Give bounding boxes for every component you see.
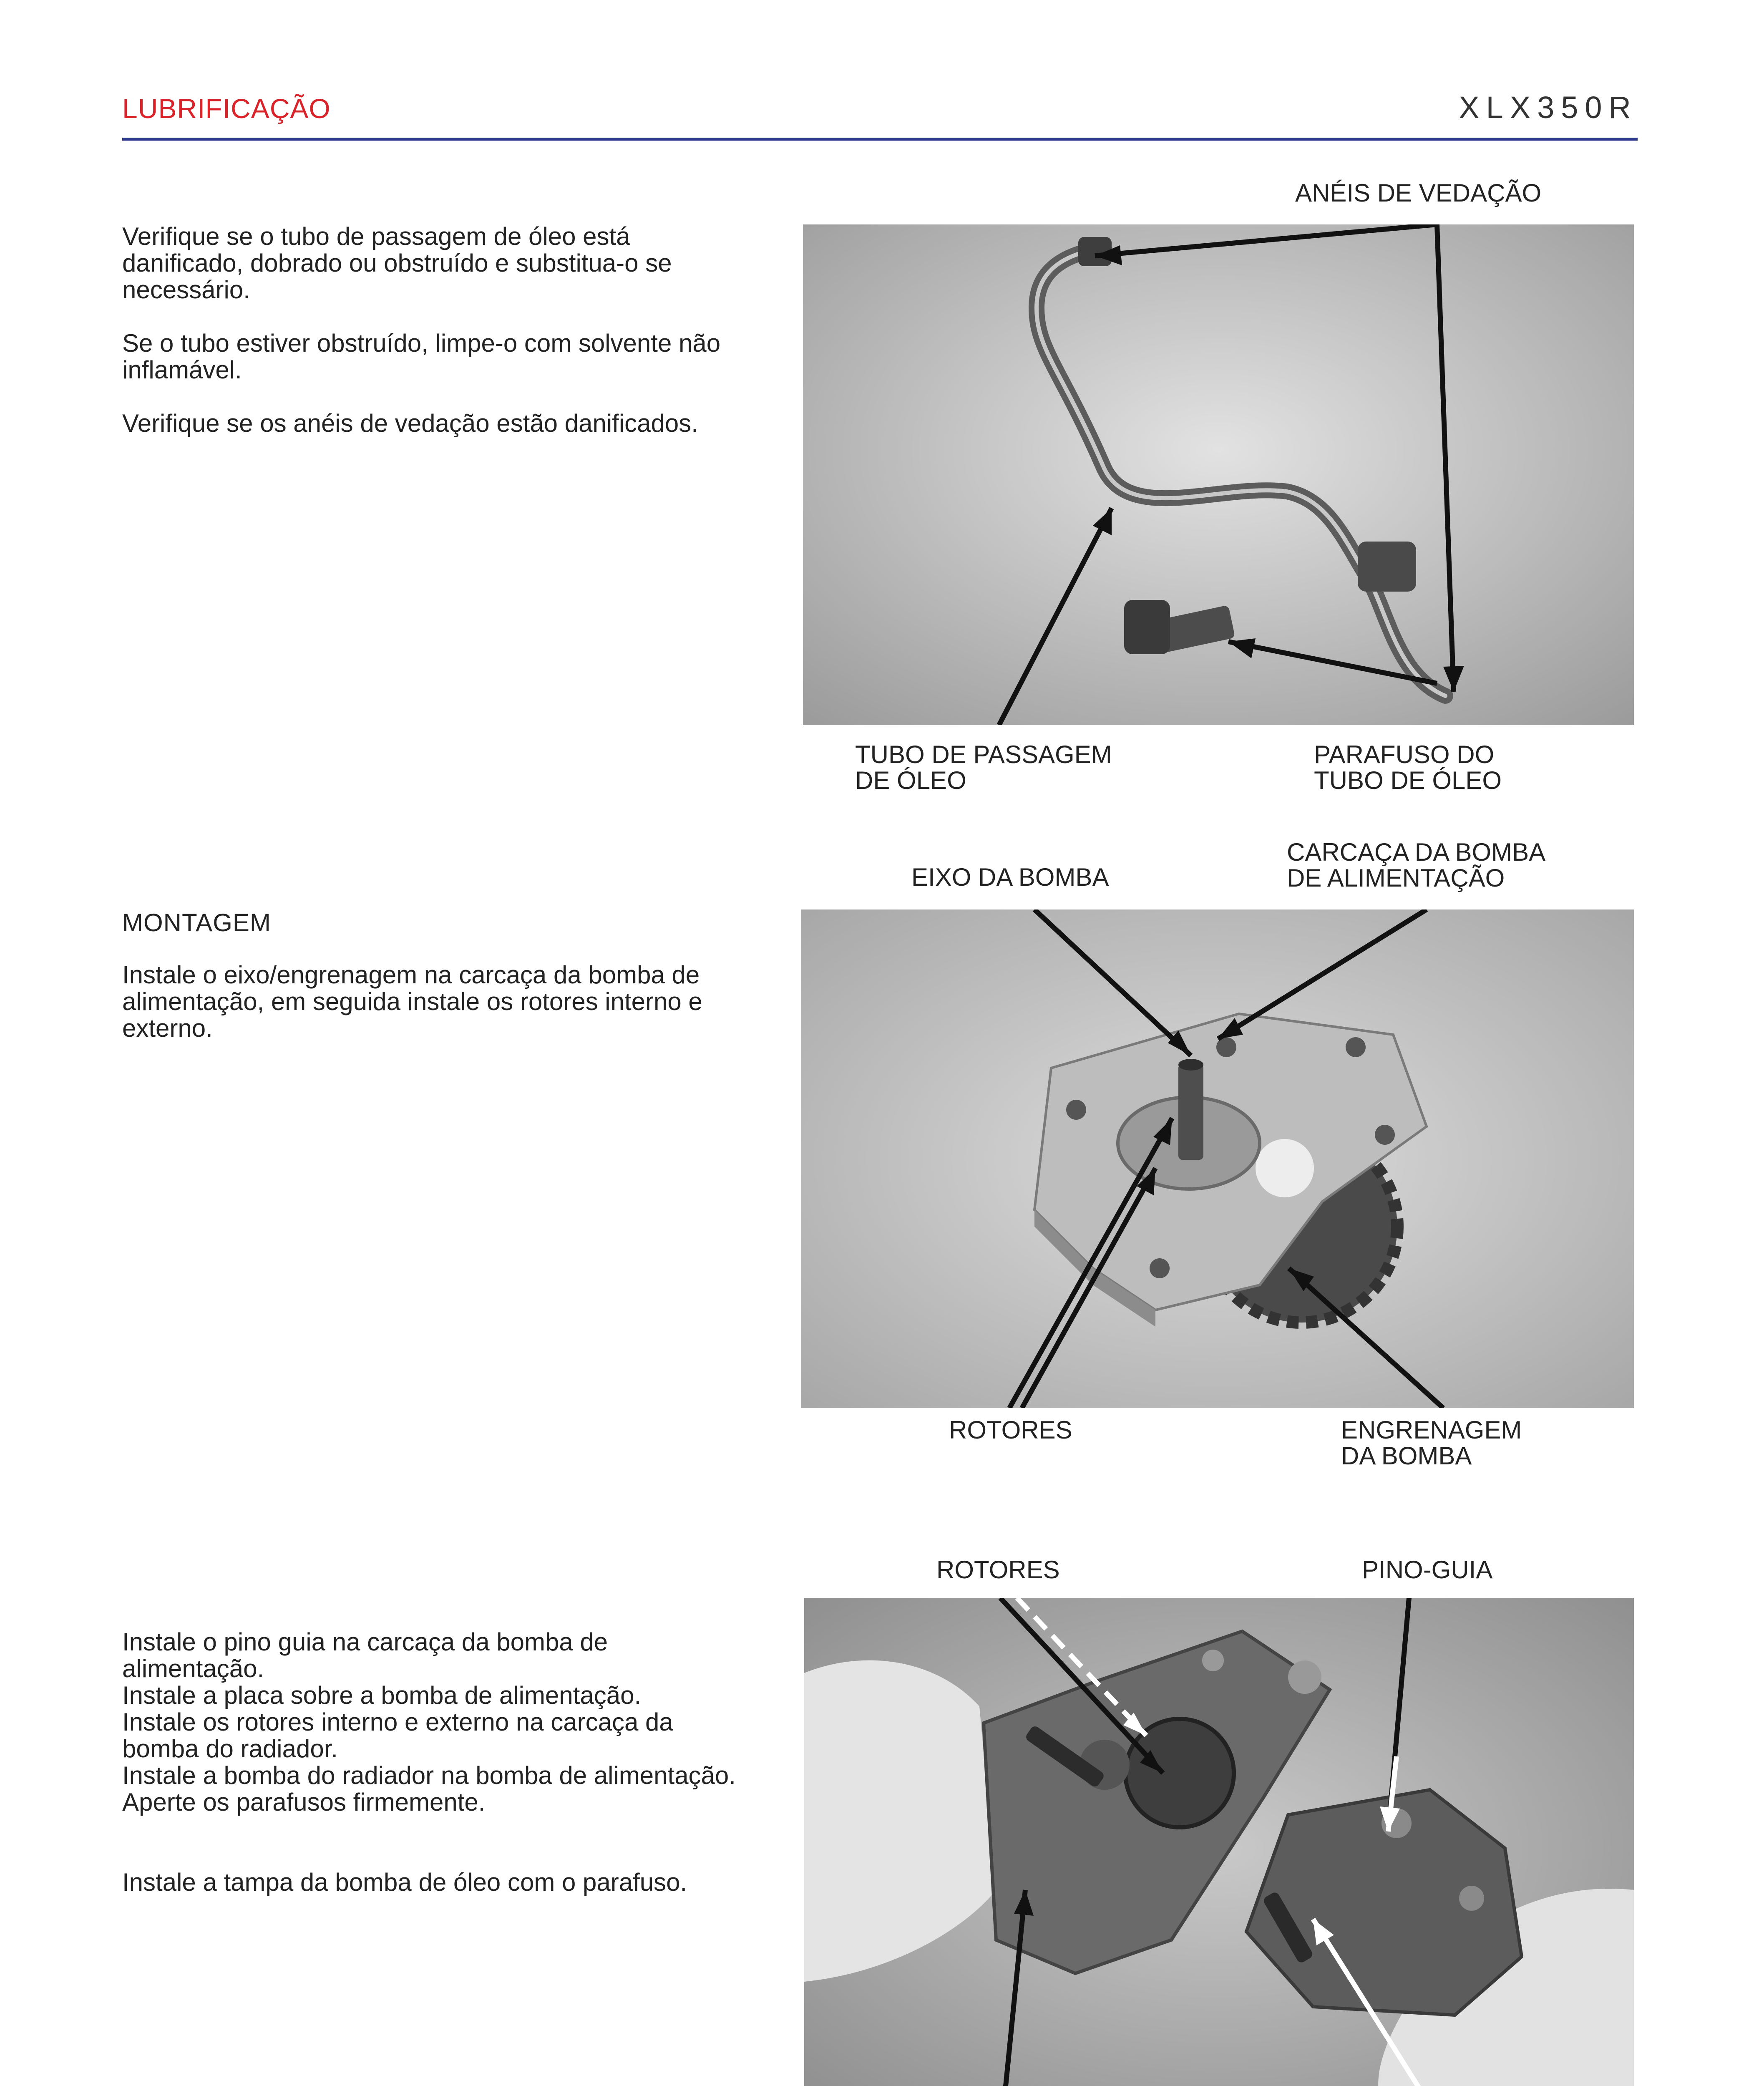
paragraph: Se o tubo estiver obstruído, limpe-o com solvente não inflamável.	[122, 329, 721, 384]
label-tube-bolt: PARAFUSO DO TUBO DE ÓLEO	[1314, 741, 1502, 794]
section2-text	[122, 962, 748, 1068]
photo-oil-tube	[803, 224, 1634, 725]
label-pump-shaft: EIXO DA BOMBA	[911, 863, 1109, 891]
label-oil-tube: TUBO DE PASSAGEM DE ÓLEO	[855, 741, 1112, 794]
paragraph: Instale a tampa da bomba de óleo com o parafuso.	[122, 1868, 687, 1896]
photo-pump-assembly	[801, 909, 1634, 1408]
label-feed-pump-housing: CARCAÇA DA BOMBA DE ALIMENTAÇÃO	[1287, 838, 1546, 892]
label-orings: ANÉIS DE VEDAÇÃO	[1295, 179, 1542, 207]
header-rule	[122, 138, 1638, 141]
paragraph: Instale o pino guia na carcaça da bomba de alimentação. Instale a placa sobre a bomba de alimentação. Instale os rotores interno e externo na carcaça da bomba do radiador. Instale a bomba do radiador na bomba de alimentação. Aperte os parafusos firmemente.	[122, 1628, 736, 1816]
paragraph: Verifique se os anéis de vedação estão danificados.	[122, 409, 698, 437]
photo-pump-installation	[804, 1598, 1634, 2086]
paragraph: Instale o eixo/engrenagem na carcaça da bomba de alimentação, em seguida instale os rotores interno e externo.	[122, 961, 702, 1042]
section1-text	[122, 223, 748, 464]
label-rotors: ROTORES	[949, 1416, 1072, 1444]
label-pump-gear: ENGRENAGEM DA BOMBA	[1341, 1416, 1522, 1470]
label-rotors-2: ROTORES	[936, 1556, 1060, 1584]
label-guide-pin: PINO-GUIA	[1362, 1556, 1493, 1584]
paragraph: Verifique se o tubo de passagem de óleo está danificado, dobrado ou obstruído e substitua-o se necessário.	[122, 222, 672, 304]
model-name: XLX350R	[1459, 90, 1638, 125]
montagem-heading: MONTAGEM	[122, 909, 271, 937]
section-title: LUBRIFICAÇÃO	[122, 93, 331, 124]
section3-text	[122, 1602, 748, 1949]
